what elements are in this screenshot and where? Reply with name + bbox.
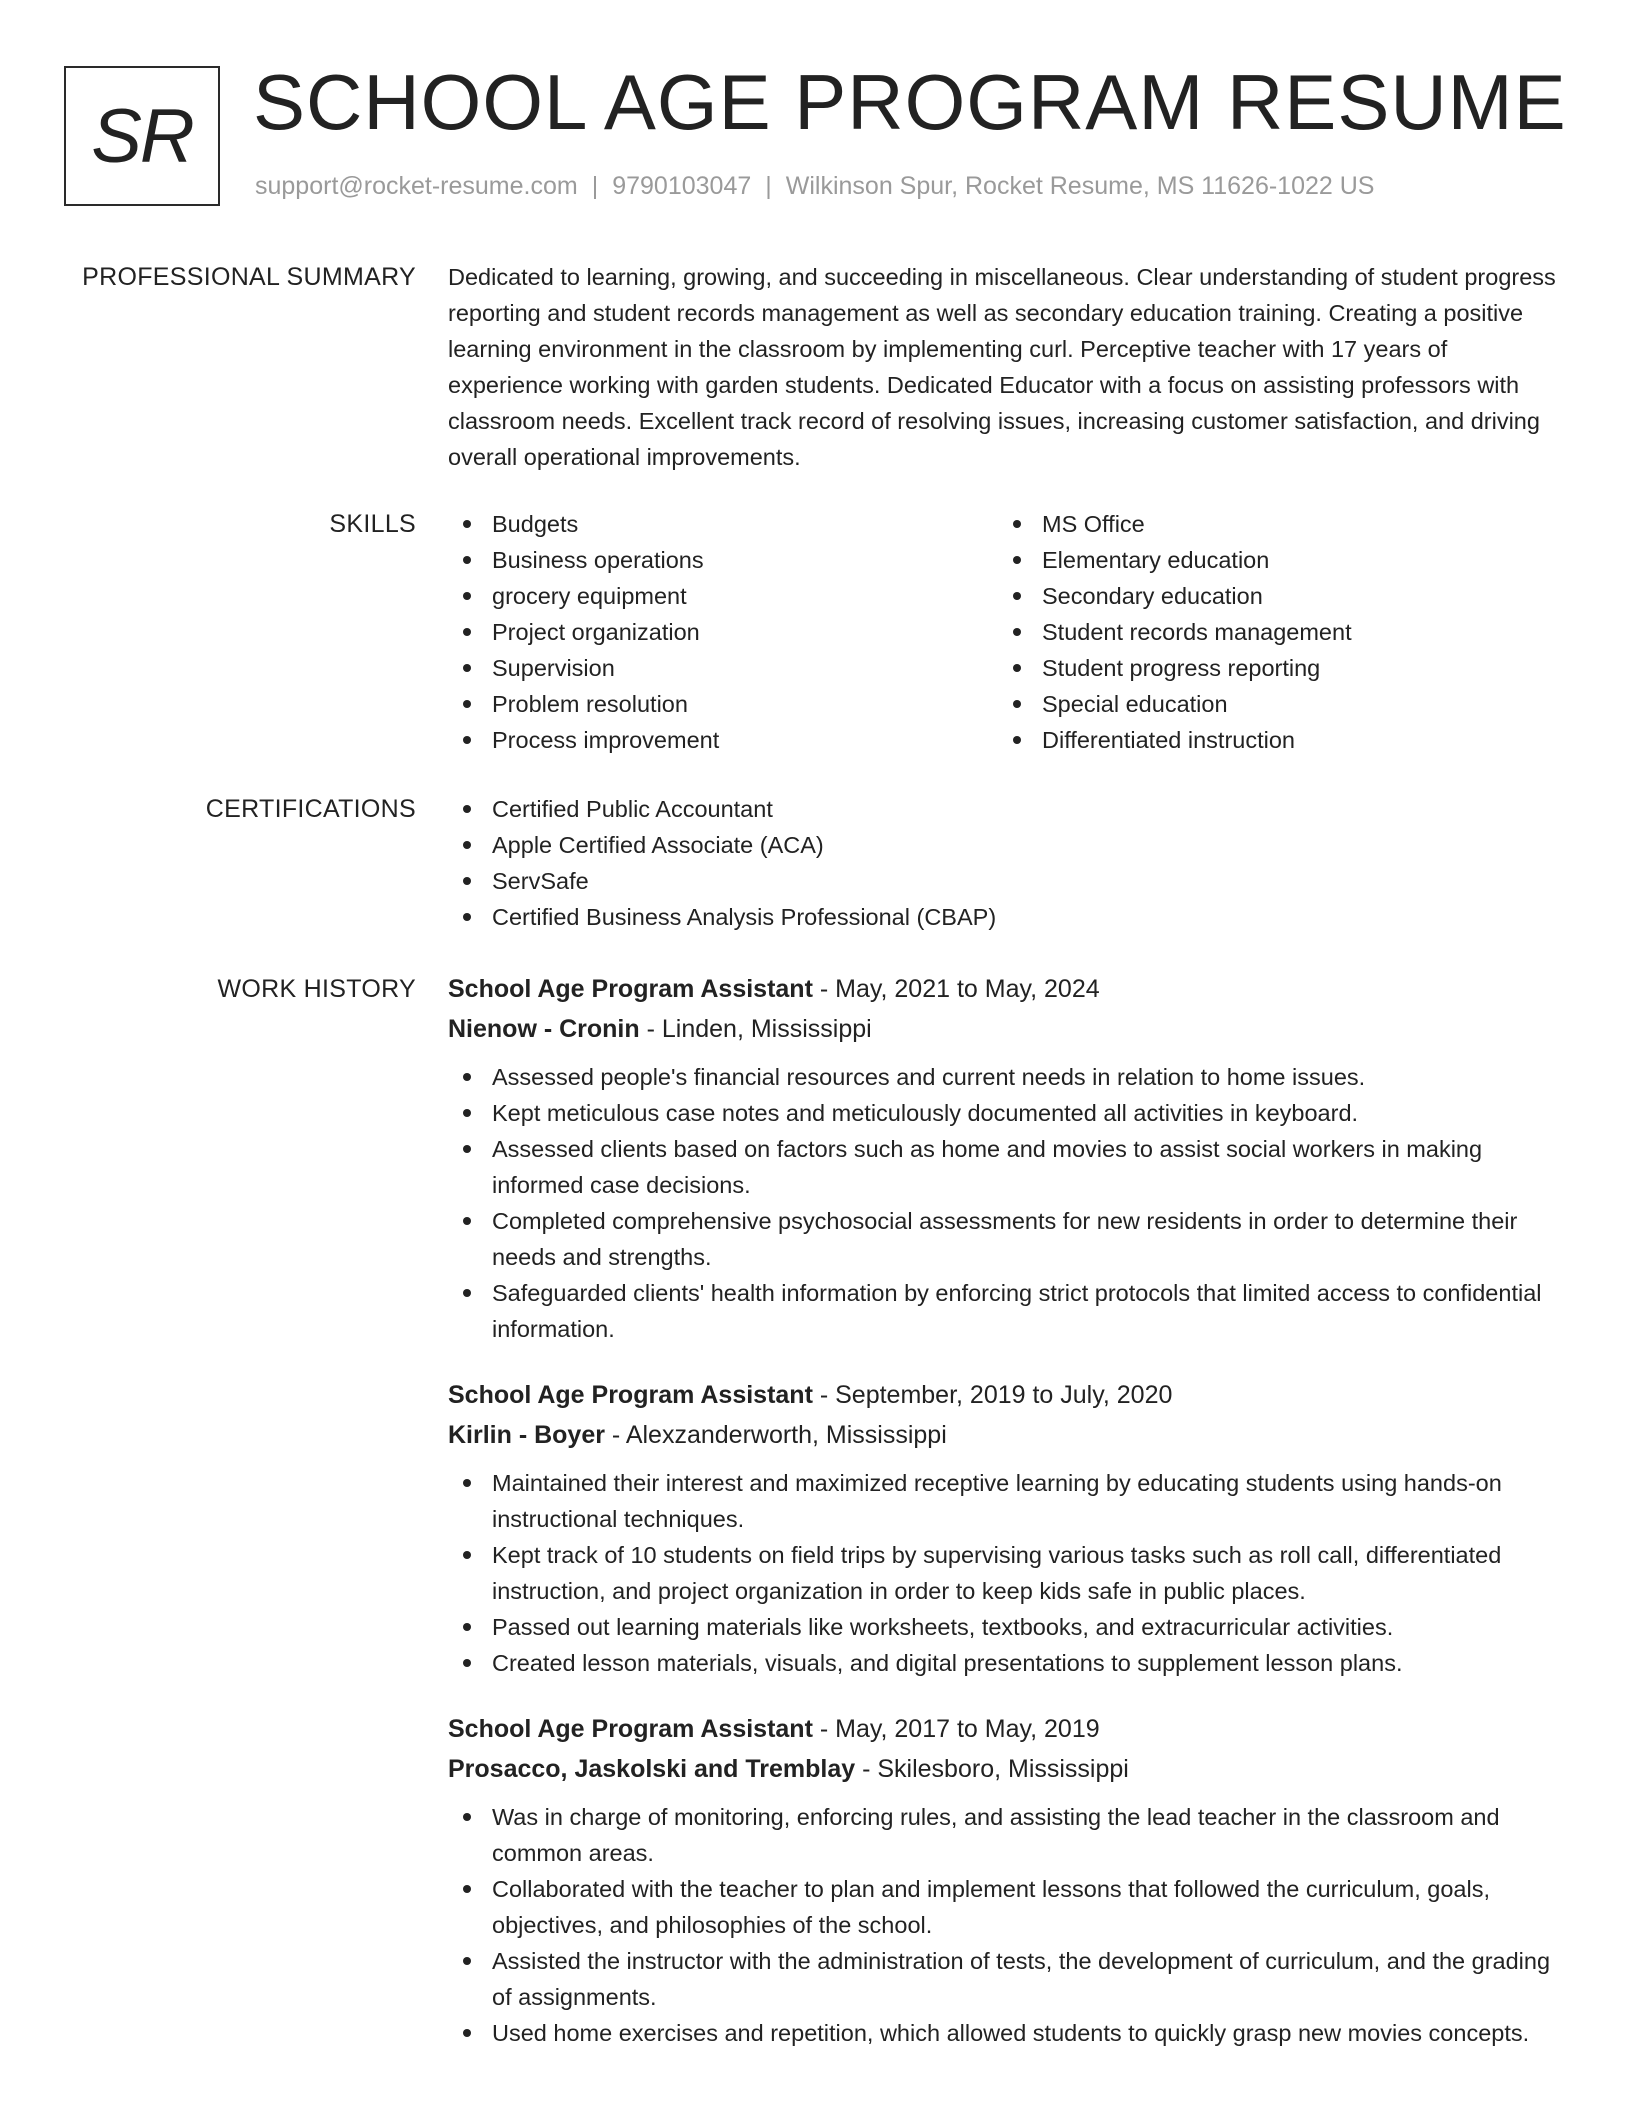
job-bullet: Created lesson materials, visuals, and digital presentations to supplement lesson plans. xyxy=(448,1645,1563,1681)
section-label-skills: SKILLS xyxy=(329,510,416,538)
job-title-line xyxy=(448,1709,1563,1749)
contact-separator: | xyxy=(591,172,599,200)
skill-item: Differentiated instruction xyxy=(998,722,1548,758)
resume-title: SCHOOL AGE PROGRAM RESUME xyxy=(253,58,1567,146)
skills-list-right xyxy=(998,506,1548,758)
skill-item: Student progress reporting xyxy=(998,650,1548,686)
contact-email[interactable]: support@rocket-resume.com xyxy=(255,172,578,200)
job-bullets xyxy=(448,1799,1563,2051)
skill-item: Business operations xyxy=(448,542,998,578)
job-bullets xyxy=(448,1465,1563,1681)
skill-item: Budgets xyxy=(448,506,998,542)
job-dates: - May, 2017 to May, 2019 xyxy=(812,1715,1100,1743)
job-title-line xyxy=(448,1375,1563,1415)
job-company-line xyxy=(448,1009,1563,1049)
skills-list-left xyxy=(448,506,998,758)
contact-address: Wilkinson Spur, Rocket Resume, MS 11626-1022 US xyxy=(785,172,1375,200)
section-label-work-history: WORK HISTORY xyxy=(217,975,416,1003)
certifications-body xyxy=(448,791,1563,935)
job-dates: - September, 2019 to July, 2020 xyxy=(812,1381,1173,1409)
certification-item: Certified Business Analysis Professional (CBAP) xyxy=(448,899,1563,935)
job-location: - Skilesboro, Mississippi xyxy=(855,1755,1129,1783)
skill-item: Problem resolution xyxy=(448,686,998,722)
job-bullet: Assessed people's financial resources and current needs in relation to home issues. xyxy=(448,1059,1563,1095)
job-title: School Age Program Assistant xyxy=(448,1381,813,1409)
job-bullet: Assisted the instructor with the administration of tests, the development of curriculum, and the grading of assignments. xyxy=(448,1943,1563,2015)
job-location: - Alexzanderworth, Mississippi xyxy=(604,1421,947,1449)
contact-separator: | xyxy=(765,172,772,200)
job-entry xyxy=(448,969,1563,1347)
skill-item: Process improvement xyxy=(448,722,998,758)
section-label-certifications: CERTIFICATIONS xyxy=(205,795,416,823)
contact-phone[interactable]: 9790103047 xyxy=(612,172,752,200)
job-bullet: Passed out learning materials like worksheets, textbooks, and extracurricular activities. xyxy=(448,1609,1563,1645)
job-bullet: Safeguarded clients' health information by enforcing strict protocols that limited access to confidential information. xyxy=(448,1275,1563,1347)
certification-item: Certified Public Accountant xyxy=(448,791,1563,827)
certification-item: ServSafe xyxy=(448,863,1563,899)
job-company: Kirlin - Boyer xyxy=(448,1421,605,1449)
job-bullet: Completed comprehensive psychosocial assessments for new residents in order to determine their needs and strengths. xyxy=(448,1203,1563,1275)
section-label-summary: PROFESSIONAL SUMMARY xyxy=(82,263,416,291)
skill-item: Special education xyxy=(998,686,1548,722)
skill-item: Secondary education xyxy=(998,578,1548,614)
summary-body xyxy=(448,259,1563,475)
work-history-body xyxy=(448,969,1563,2079)
job-bullet: Maintained their interest and maximized receptive learning by educating students using hands-on instructional techniques. xyxy=(448,1465,1563,1537)
job-company: Prosacco, Jaskolski and Tremblay xyxy=(448,1755,856,1783)
job-dates: - May, 2021 to May, 2024 xyxy=(812,975,1100,1003)
job-title: School Age Program Assistant xyxy=(448,975,813,1003)
job-location: - Linden, Mississippi xyxy=(639,1015,872,1043)
job-company-line xyxy=(448,1415,1563,1455)
certifications-list xyxy=(448,791,1563,935)
job-entry xyxy=(448,1709,1563,2051)
job-bullet: Assessed clients based on factors such as home and movies to assist social workers in making informed case decisions. xyxy=(448,1131,1563,1203)
skill-item: Supervision xyxy=(448,650,998,686)
skill-item: Elementary education xyxy=(998,542,1548,578)
certification-item: Apple Certified Associate (ACA) xyxy=(448,827,1563,863)
monogram: SR xyxy=(64,66,220,206)
job-company-line xyxy=(448,1749,1563,1789)
skill-item: Project organization xyxy=(448,614,998,650)
job-bullet: Used home exercises and repetition, which allowed students to quickly grasp new movies concepts. xyxy=(448,2015,1563,2051)
job-title: School Age Program Assistant xyxy=(448,1715,813,1743)
skill-item: grocery equipment xyxy=(448,578,998,614)
skill-item: MS Office xyxy=(998,506,1548,542)
skills-body xyxy=(448,506,1563,758)
job-bullet: Collaborated with the teacher to plan and implement lessons that followed the curriculum, goals, objectives, and philosophies of the school. xyxy=(448,1871,1563,1943)
contact-line xyxy=(255,172,1374,201)
job-bullet: Kept track of 10 students on field trips by supervising various tasks such as roll call, differentiated instruction, and project organization in order to keep kids safe in public places. xyxy=(448,1537,1563,1609)
job-bullet: Was in charge of monitoring, enforcing rules, and assisting the lead teacher in the classroom and common areas. xyxy=(448,1799,1563,1871)
job-bullet: Kept meticulous case notes and meticulously documented all activities in keyboard. xyxy=(448,1095,1563,1131)
summary-text: Dedicated to learning, growing, and succeeding in miscellaneous. Clear understanding of student progress reporting and student records management as well as secondary education training. Creating a positive learning environment in the classroom by implementing curl. Perceptive teacher with 17 years of experience working with garden students. Dedicated Educator with a focus on assisting professors with classroom needs. Excellent track record of resolving issues, increasing customer satisfaction, and driving overall operational improvements. xyxy=(448,264,1556,470)
job-bullets xyxy=(448,1059,1563,1347)
skill-item: Student records management xyxy=(998,614,1548,650)
job-title-line xyxy=(448,969,1563,1009)
job-company: Nienow - Cronin xyxy=(448,1015,640,1043)
job-entry xyxy=(448,1375,1563,1681)
